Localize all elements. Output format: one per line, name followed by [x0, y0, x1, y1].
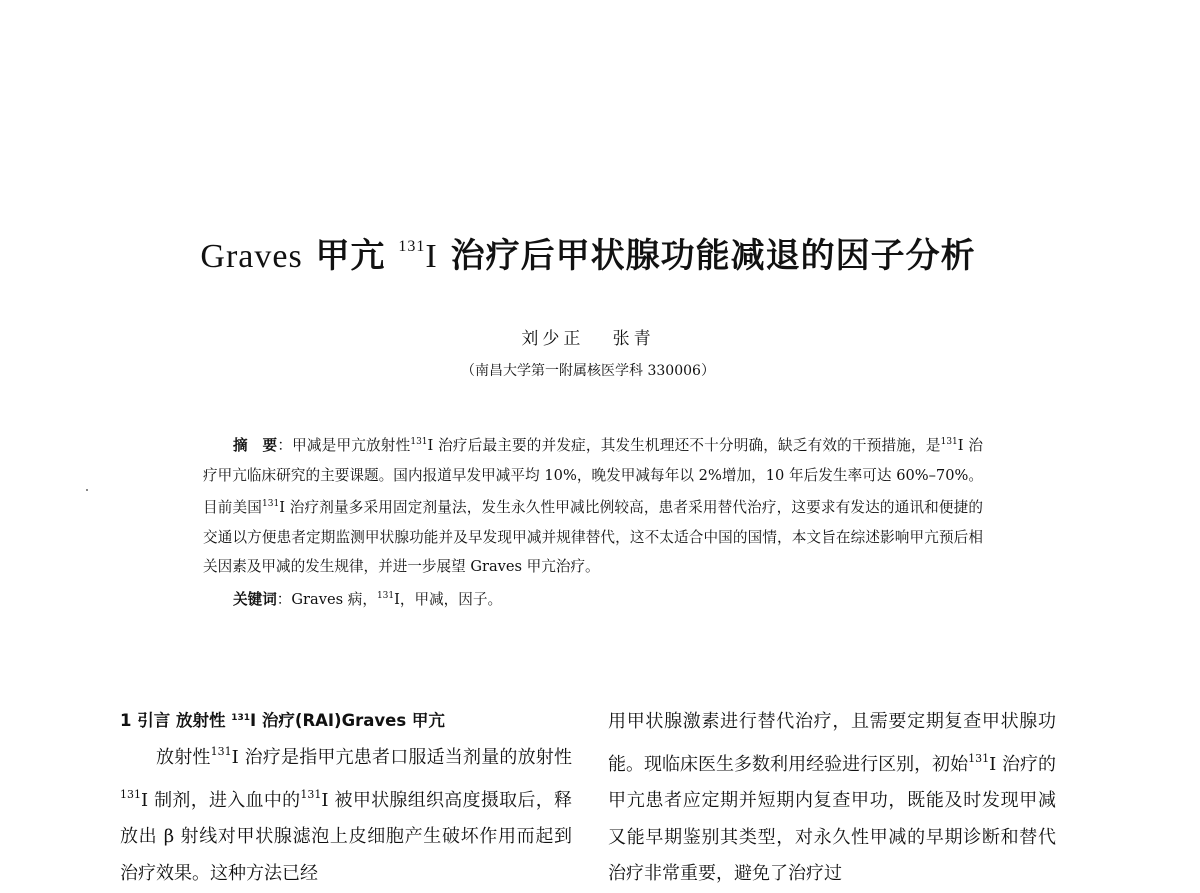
left-column	[120, 704, 572, 892]
right-sup: 131	[968, 751, 990, 765]
abstract-text-1: ：甲减是甲亢放射性	[277, 437, 411, 454]
para-sup-2: 131	[120, 787, 141, 801]
abstract-label: 摘 要	[233, 437, 278, 454]
para-sup-3: 131	[300, 787, 322, 801]
authors: 刘少正 张青	[521, 329, 655, 349]
abstract-sup-2: 131	[940, 437, 958, 447]
para-text-2: I 治疗是指甲亢患者口服适当剂量的放射性	[231, 747, 572, 768]
right-text-2: I 治疗的甲亢患者应定期并短期内复查甲功，既能及时发现甲减又能早期鉴别其类型，对永久性甲减的早期诊断和替代治疗非常重要，避免了治疗过	[608, 753, 1056, 884]
para-sup-1: 131	[210, 745, 232, 758]
right-text-1: 用甲状腺激素进行替代治疗，且需要定期复查甲状腺功能。现临床医生多数利用经验进行区别，初始	[608, 711, 1056, 775]
abstract-paragraph	[203, 428, 983, 582]
section-heading-sup: 131	[231, 713, 251, 723]
scan-speck	[86, 489, 88, 491]
abstract-sup-1: 131	[410, 437, 428, 447]
section-heading-text-2: I 治疗(RAI)Graves 甲亢	[250, 711, 445, 730]
section-heading-text-1: 1 引言 放射性	[120, 711, 232, 730]
abstract-text-4: I 治疗剂量多采用固定剂量法，发生永久性甲减比例较高，患者采用替代治疗，这要求有发达的通讯和便捷的交通以方便患者定期监测甲状腺功能并及早发现甲减并规律替代，这不太适合中国的国情，本文旨在综述影响甲亢预后相关因素及甲减的发生规律，并进一步展望 Graves 甲亢治疗。	[203, 499, 983, 575]
right-column	[608, 704, 1056, 893]
title-part2: 治疗后甲状腺功能减退的因子分析	[437, 236, 976, 276]
abstract-sup-3: 131	[262, 499, 280, 509]
keywords-text-2: I，甲减，因子。	[394, 590, 503, 608]
section-paragraph	[120, 734, 572, 892]
abstract-text-2: I 治疗后最主要的并发症，其发生机理还不十分明确，缺乏有效的干预措施，是	[427, 437, 941, 454]
para-text-1: 放射性	[156, 747, 211, 768]
title-latin-prefix: Graves	[200, 238, 303, 275]
abstract	[203, 428, 983, 614]
affiliation: （南昌大学第一附属核医学科 330006）	[461, 363, 715, 379]
keywords	[203, 582, 983, 615]
keywords-sup: 131	[376, 590, 395, 601]
para-text-4: I 被甲状腺组织高度摄取后，释放出 β 射线对甲状腺滤泡上皮细胞产生破坏作用而起到治疗效果。这种方法已经	[120, 789, 572, 884]
keywords-text-1: ：Graves 病，	[276, 590, 377, 608]
title-isotope-sup: 131	[398, 238, 426, 255]
para-text-3: I 制剂，进入血中的	[141, 789, 301, 811]
abstract-text-3: I 治疗甲亢临床研究的主要课题。国内报道早发甲减平均 10%，晚发甲减每年以 2%增加，10 年后发生率可达 60%–70%。目前美国	[203, 437, 983, 516]
title-part1: 甲亢	[302, 236, 399, 276]
right-column-paragraph	[608, 704, 1056, 893]
paper-title	[0, 228, 1176, 277]
section-heading	[120, 704, 572, 734]
title-isotope-symbol: I	[425, 238, 438, 275]
keywords-label: 关键词	[233, 590, 277, 608]
